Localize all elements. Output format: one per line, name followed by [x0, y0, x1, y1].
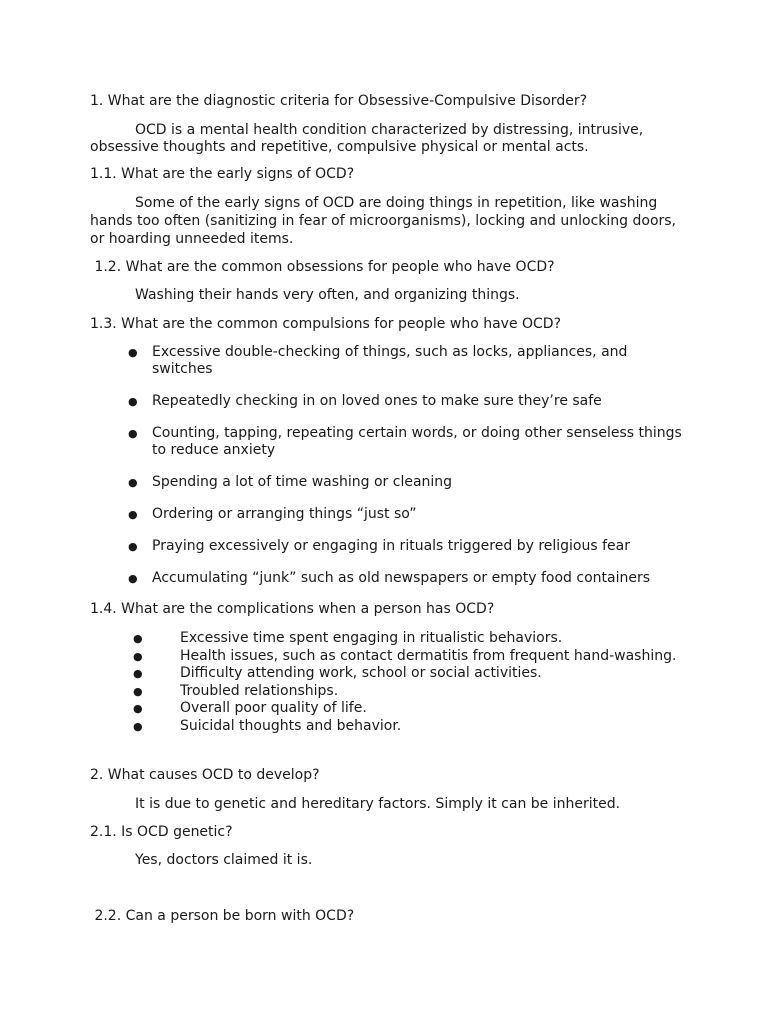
bullet-icon: ● — [128, 508, 138, 521]
question-1-answer-line-2: obsessive thoughts and repetitive, compulsive physical or mental acts. — [90, 139, 589, 155]
complication-item-2: Health issues, such as contact dermatitis from frequent hand-washing. — [180, 648, 677, 664]
compulsion-item-3-line-1: Counting, tapping, repeating certain words, or doing other senseless things — [152, 425, 682, 441]
compulsion-item-7: Accumulating “junk” such as old newspapers or empty food containers — [152, 570, 651, 586]
bullet-icon: ● — [128, 572, 138, 585]
question-2-heading: 2. What causes OCD to develop? — [90, 767, 320, 783]
bullet-icon: ● — [133, 720, 143, 733]
complication-item-3: Difficulty attending work, school or social activities. — [180, 665, 542, 681]
bullet-icon: ● — [133, 702, 143, 715]
bullet-icon: ● — [128, 346, 138, 359]
bullet-icon: ● — [133, 650, 143, 663]
bullet-icon: ● — [133, 667, 143, 680]
bullet-icon: ● — [133, 632, 143, 645]
question-1-1-answer-line-3: or hoarding unneeded items. — [90, 231, 294, 247]
question-1-answer-line-1: OCD is a mental health condition characterized by distressing, intrusive, — [135, 122, 644, 138]
complication-item-4: Troubled relationships. — [180, 683, 339, 699]
question-1-2-answer: Washing their hands very often, and organizing things. — [135, 287, 520, 303]
bullet-icon: ● — [133, 685, 143, 698]
compulsion-item-5: Ordering or arranging things “just so” — [152, 506, 417, 522]
question-1-2-heading: 1.2. What are the common obsessions for people who have OCD? — [90, 259, 555, 275]
compulsion-item-4: Spending a lot of time washing or cleaning — [152, 474, 453, 490]
question-1-4-heading: 1.4. What are the complications when a person has OCD? — [90, 601, 495, 617]
compulsion-item-2: Repeatedly checking in on loved ones to make sure they’re safe — [152, 393, 602, 409]
bullet-icon: ● — [128, 476, 138, 489]
complication-item-5: Overall poor quality of life. — [180, 700, 367, 716]
question-2-1-answer: Yes, doctors claimed it is. — [135, 852, 313, 868]
complication-item-1: Excessive time spent engaging in ritualistic behaviors. — [180, 630, 563, 646]
compulsion-item-1-line-2: switches — [152, 361, 213, 377]
question-2-2-heading: 2.2. Can a person be born with OCD? — [90, 908, 355, 924]
compulsion-item-6: Praying excessively or engaging in rituals triggered by religious fear — [152, 538, 630, 554]
question-1-1-heading: 1.1. What are the early signs of OCD? — [90, 166, 355, 182]
compulsion-item-1-line-1: Excessive double-checking of things, such as locks, appliances, and — [152, 344, 628, 360]
complication-item-6: Suicidal thoughts and behavior. — [180, 718, 402, 734]
bullet-icon: ● — [128, 427, 138, 440]
question-1-1-answer-line-1: Some of the early signs of OCD are doing things in repetition, like washing — [135, 195, 658, 211]
question-1-3-heading: 1.3. What are the common compulsions for people who have OCD? — [90, 316, 562, 332]
question-1-heading: 1. What are the diagnostic criteria for Obsessive-Compulsive Disorder? — [90, 93, 588, 109]
question-2-1-heading: 2.1. Is OCD genetic? — [90, 824, 233, 840]
bullet-icon: ● — [128, 540, 138, 553]
question-2-answer: It is due to genetic and hereditary factors. Simply it can be inherited. — [135, 796, 621, 812]
bullet-icon: ● — [128, 395, 138, 408]
question-1-1-answer-line-2: hands too often (sanitizing in fear of microorganisms), locking and unlocking doors, — [90, 213, 677, 229]
compulsion-item-3-line-2: to reduce anxiety — [152, 442, 276, 458]
